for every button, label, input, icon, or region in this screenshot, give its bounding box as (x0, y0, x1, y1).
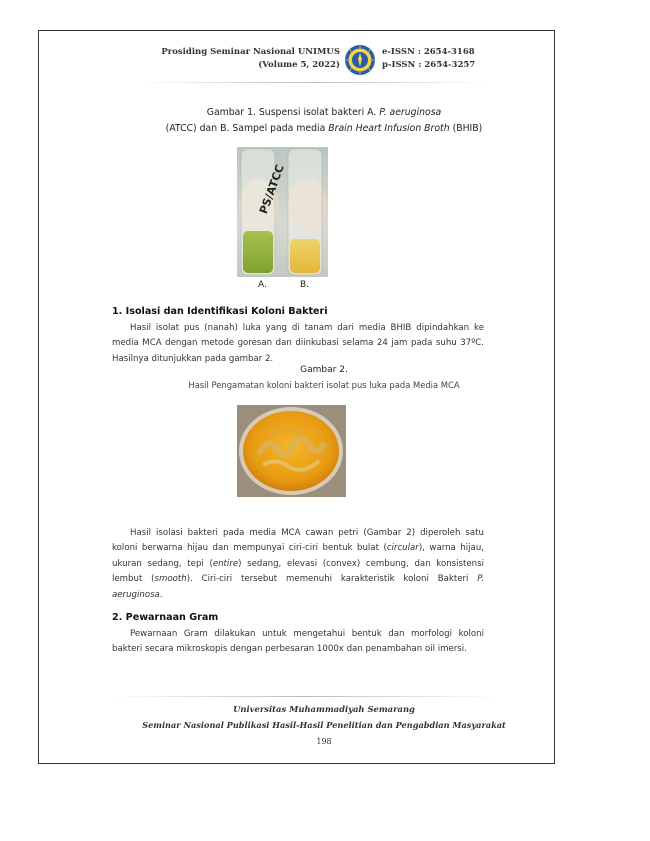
label-a: A. (258, 280, 267, 290)
page-number: 198 (316, 737, 332, 746)
page-header (120, 44, 500, 80)
section1-heading: 1. Isolasi dan Identifikasi Koloni Bakteri (112, 306, 328, 317)
text-run: . (159, 589, 163, 600)
results-paragraph (112, 526, 484, 603)
test-tubes-photo (237, 147, 328, 277)
text-run: ) sedang, elevasi (convex) cembung, dan konsistensi lembut ( (112, 558, 484, 585)
svg-text:PS/ATCC: PS/ATCC (256, 163, 287, 216)
section1-text: Hasil isolat pus (nanah) luka yang di tanam dari media BHIB dipindahkan ke media MCA dengan metode goresan dan diinkubasi selama 24 jam pada suhu 37ºC. Hasilnya ditunjukkan pada gambar 2. (112, 323, 484, 364)
caption-text: Gambar 1. Suspensi isolat bakteri A. (206, 107, 380, 118)
section2-paragraph (112, 627, 484, 658)
proceedings-title: Prosiding Seminar Nasional UNIMUS (161, 47, 340, 57)
caption-text: (ATCC) dan B. Sampel pada media (165, 123, 329, 134)
figure2-caption: Hasil Pengamatan koloni bakteri isolat pus luka pada Media MCA (188, 380, 460, 390)
petri-dish-photo (237, 405, 346, 497)
footer-divider (110, 696, 500, 697)
footer-seminar: Seminar Nasional Publikasi Hasil-Hasil Penelitian dan Pengabdian Masyarakat (142, 720, 506, 730)
figure1-caption (112, 105, 536, 137)
caption-species: P. aeruginosa (379, 107, 442, 118)
species-name: P. aeruginosa (112, 574, 485, 600)
italic-term: smooth (154, 574, 187, 585)
pissn-label: p-ISSN : 2654-3257 (382, 60, 476, 70)
section1-paragraph (112, 321, 484, 367)
italic-term: entire (212, 558, 239, 569)
results-text (112, 526, 484, 603)
footer-university: Universitas Muhammadiyah Semarang (233, 704, 415, 714)
header-right (382, 46, 512, 72)
eissn-label: e-ISSN : 2654-3168 (382, 47, 475, 57)
caption-media-name: Brain Heart Infusion Broth (328, 123, 450, 134)
unimus-seal-icon (344, 44, 376, 76)
text-run: Hasil isolasi bakteri pada media MCA cawan petri (Gambar 2) diperoleh satu koloni berwarna hijau dan mempunyai ciri-ciri bentuk bulat ( (112, 528, 484, 554)
caption-text: (BHIB) (449, 123, 483, 134)
italic-term: circular (386, 543, 419, 554)
volume-label: (Volume 5, 2022) (258, 60, 340, 70)
text-run: ). Ciri-ciri tersebut memenuhi karakteristik koloni Bakteri (186, 574, 478, 585)
figure1-caption-line2 (112, 121, 536, 137)
header-divider (140, 82, 490, 83)
header-left (120, 46, 340, 72)
section2-text: Pewarnaan Gram dilakukan untuk mengetahui bentuk dan morfologi koloni bakteri secara mikroskopis dengan perbesaran 1000x dan penambahan oil imersi. (112, 629, 484, 655)
figure2-title: Gambar 2. (300, 365, 348, 375)
figure1-caption-line1 (112, 105, 536, 121)
section2-heading: 2. Pewarnaan Gram (112, 612, 219, 623)
label-b: B. (300, 280, 310, 290)
text-run: ), warna hijau, ukuran sedang, tepi ( (112, 543, 484, 569)
